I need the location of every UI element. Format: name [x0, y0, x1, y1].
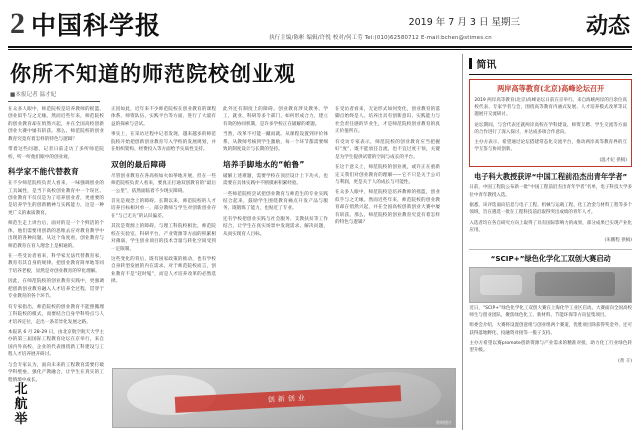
photo-wrapper — [112, 365, 456, 428]
section-title: 动态 — [585, 13, 630, 39]
brief-signature: (温才妃 供稿) — [599, 157, 627, 163]
paragraph: 在不少师范院校负责人看来，一味强调创业的工具属性，是当下高校创业教育中一个误区。创业教育不仅仅是为了培养创业者，更重要的是培养学生的创新精神与实践能力，这是一种更广义的素质教育。 — [8, 181, 104, 216]
brief-paragraph: 论坛期间，与会代表还就两岸高校在学科建设、师资互聘、学生交流等方面的合作进行了深入探讨，并达成多项合作意向。 — [474, 122, 627, 135]
paragraph: 首先是观念上的障碍。长期以来，师范院校的人才培养目标相对单一，部分教师与学生对创新创业存在“与己无关”的认识偏差。 — [111, 198, 216, 219]
masthead-rule-thick — [8, 46, 632, 48]
article-photo — [112, 368, 456, 428]
editorial-credits: 执行主编/陈彬 编辑/许悦 校对/何工劳 Tel:(010)62580712 E-mail:bchen@stimes.cn — [269, 34, 492, 41]
article-column-3 — [223, 106, 328, 387]
newspaper-logo: 中国科学报 — [31, 11, 162, 40]
article-column-1 — [8, 106, 104, 387]
article-columns — [8, 106, 456, 387]
paragraph: 在这个意义上，师范院校的创业观，或许正在重新定义我们对创业教育的理解——它不只是关于公司与利润，更是关于人的成长与可能性。 — [335, 165, 440, 185]
brief-paragraph: 主办方表示，希望通过论坛搭建常态化交流平台，推动两岸高等教育界的互学互鉴与协同创新。 — [474, 140, 627, 153]
briefs-rail — [469, 54, 632, 430]
paragraph: 师范生走上讲台后，面对的是一个个鲜活的个体，他们需要用创新的思维去应对教育教学中出现的各种问题。从这个角度看，创业教育与师范教育在育人理念上是相通的。 — [8, 221, 104, 249]
paragraph: 正因如此，近年来不少师范院校在创业教育的课程体系、师资队伍、实践平台等方面，进行了大量有益的探索与尝试。 — [111, 107, 216, 127]
paragraph: 带着这些问题，记者日前走访了多所师范院校，听一听他们眼中的创业观。 — [8, 147, 104, 160]
paragraph: 因此，在师范院校的创业教育实践中，更强调把创新创业教育融入人才培养全过程，贯穿于专业教育的各个环节。 — [8, 279, 104, 300]
page-body — [8, 54, 632, 430]
headline-underline — [8, 101, 100, 102]
brief-signature: (黄 辛) — [618, 358, 632, 364]
briefs-rule — [469, 74, 632, 75]
paragraph: 其次是资源上的障碍。与理工科院校相比，师范院校在实验室、科研平台、产业资源等方面的积累相对薄弱，学生创业项目的技术含量与转化空间受到一定限制。 — [111, 224, 216, 252]
paragraph: 有专家指出，师范院校的创业教育不能照搬理工科院校的模式，而要结合自身学科特点与人才培养定位，走出一条差异化发展之路。 — [8, 304, 104, 325]
paragraph: 有受访专家表示，师范院校的创业教育应当把握好“度”，既不能放任自流，也不宜过度干预，关键是为学生提供试错的空间与成长的平台。 — [335, 139, 440, 160]
brief-item — [469, 172, 632, 243]
paragraph: 一些师范院校尝试把创业教育与师范生的专业实践结合起来，鼓励学生围绕教育痛点开发产品与服务，既锻炼了能力，也贴近了专业。 — [223, 191, 328, 212]
brief-paragraph: 主办方希望以赛promote创新资源与产业需求的精准对接，助力化工行业绿色转型升级。 — [469, 340, 632, 354]
paragraph: 还有学校把创业实践与社会服务、支教扶贫等工作结合，让学生在真实场景中发现需求、解决问题，从而实现育人目标。 — [223, 216, 328, 237]
paragraph: 在一些受访者看来，科学家无法代替教育家，教育有其自身的规律。把创业教育简单地等同于培养老板，显然是对创业教育的窄化理解。 — [8, 254, 104, 274]
briefs-header — [469, 56, 632, 71]
masthead-meta — [179, 8, 582, 41]
main-article — [8, 54, 456, 430]
brief-paragraph: 组委会介绍，大赛将设置创意组与创业组两个赛道，优胜项目除获得奖金外，还可获得落地孵化、投融资对接等一揽子支持。 — [469, 323, 632, 336]
paragraph: 这些变化的背后，既有国家政策的推动，也有学校自身转型发展的内在需求。对于师范院校而言，创业教育不是“赶时髦”，而是人才培养改革的必然选择。 — [111, 257, 216, 285]
photo-banner-text: 创新创业 — [267, 393, 308, 405]
brief-paragraph: 日前，中国工程院公布新一批“中国工程前沿杰出青年学者”名单，电子科技大学多位中青年教授入选。 — [469, 185, 632, 198]
paragraph: 本报讯 6 月 28-29 日，由北京航空航天大学主办的第三届国际工程教育论坛在京举行，来自国内外高校、企业的代表围绕新工科建设与工程人才培养展开研讨。 — [8, 329, 104, 358]
article-headline: 你所不知道的师范院校创业观 — [10, 62, 296, 86]
vertical-side-title: 北航举 — [14, 382, 28, 428]
column-divider — [462, 54, 463, 430]
article-byline: ■本报记者 温才妃 — [10, 92, 57, 98]
article-column-2 — [111, 106, 216, 387]
paragraph: 在众多人眼中，师范院校是培养教师的摇篮，创业似乎与之无缘。然而近些年来，师范院校的创业教育却在悄然兴起，并在全国高校创新创业大赛中屡有斩获。那么，师范院校的创业教育究竟有着怎样的特色与逻辑？ — [8, 107, 104, 142]
paragraph: 破解上述难题，需要学校在顶层设计上下功夫，也需要在具体实践中不断摸索积累经验。 — [223, 173, 328, 187]
brief-paragraph: 入选者均在各自研究方向上取得了具有国际影响力的成果，部分成果已实现产业化应用。 — [469, 220, 632, 233]
paragraph: 尽管创业教育在各高校如火如荼地开展，但在一些师范院校负责人看来，要真正打通双创教育的“最后一公里”，依然面临着不少现实障碍。 — [111, 173, 216, 194]
photo-caption: 资料图片 — [436, 420, 452, 425]
paragraph: 当然，改革不可能一蹴而就。从课程设置到评价体系，从教师考核到学生激励，每一个环节都需要细致的制度设计与长期的坚持。 — [223, 132, 328, 153]
brief-paragraph: 2019 两岸高等教育(北京)高峰论坛日前在京举行。来自海峡两岸的百余位高校代表、专家学者与会，围绕高等教育内涵式发展、人才培养模式改革等议题展开交流研讨。 — [474, 97, 627, 118]
brief-separator — [469, 249, 632, 250]
brief-signature: (朱鹏程 供稿) — [604, 238, 632, 244]
brief-item-boxed — [469, 79, 632, 167]
brief-item — [469, 254, 632, 363]
masthead — [8, 0, 632, 44]
brief-photo — [469, 267, 632, 303]
brief-title: 电子科大教授获评“中国工程前沿杰出青年学者” — [474, 171, 628, 181]
paragraph: 与会专家认为，面向未来的工程教育需要打破学科壁垒，强化产教融合，让学生在真实的工程情境中成长。 — [8, 362, 104, 383]
brief-paragraph: 据悉，该评选面向信息与电子工程、机械与运载工程、化工冶金与材料工程等多个领域，旨在遴选一批在工程科技前沿取得突出成绩的青年人才。 — [469, 202, 632, 216]
brief-paragraph: 近日，“SCIP+”绿色化学化工双创大赛在上海化学工业区启动。大赛面向全国高校师生与创业团队，聚焦绿色化工、新材料、节能环保等方向征集项目。 — [469, 305, 632, 319]
paragraph: 在众多人眼中，师范院校是培养教师的摇篮，创业似乎与之无缘。然而近些年来，师范院校的创业教育却在悄然兴起，并在全国高校创新创业大赛中屡有斩获。那么，师范院校的创业教育究竟有着怎样的特色与逻辑？ — [335, 190, 440, 226]
section-subhead: 双创的最后障碍 — [111, 159, 167, 169]
section-subhead: 科学家不能代替教育 — [8, 167, 80, 177]
brief-title: “SCIP+”绿色化学化工双创大赛启动 — [490, 254, 611, 264]
page-number: 2 — [10, 7, 25, 40]
issue-date: 2019 年 7 月 3 日 星期三 — [408, 16, 520, 28]
paragraph: 此外还有制度上的障碍。创业教育涉及教务、学工、就业、科研等多个部门，如何形成合力，建立有效的协同机制，是许多学校正在破解的难题。 — [223, 107, 328, 127]
article-column-4 — [335, 106, 440, 387]
paragraph: 事实上，在采访过程中记者发现，越来越多的师范院校开始把创新创业教育写入学校的发展规划，并在组织架构、经费投入等方面给予实质性支持。 — [111, 132, 216, 153]
section-subhead: 培养手脚地水的“帕鲁” — [223, 159, 305, 169]
brief-title: 两岸高等教育(北京)高峰论坛召开 — [497, 84, 605, 93]
masthead-rule-thin — [8, 49, 632, 50]
briefs-title: 简讯 — [476, 60, 497, 71]
briefs-marker-icon — [469, 58, 472, 69]
paragraph: 在受访者看来，无论形式如何变化，创业教育的落脚点始终是人。培养出具有创新意识、实践能力与社会责任感的毕业生，才是师范院校创业教育的真正价值所在。 — [335, 107, 440, 135]
